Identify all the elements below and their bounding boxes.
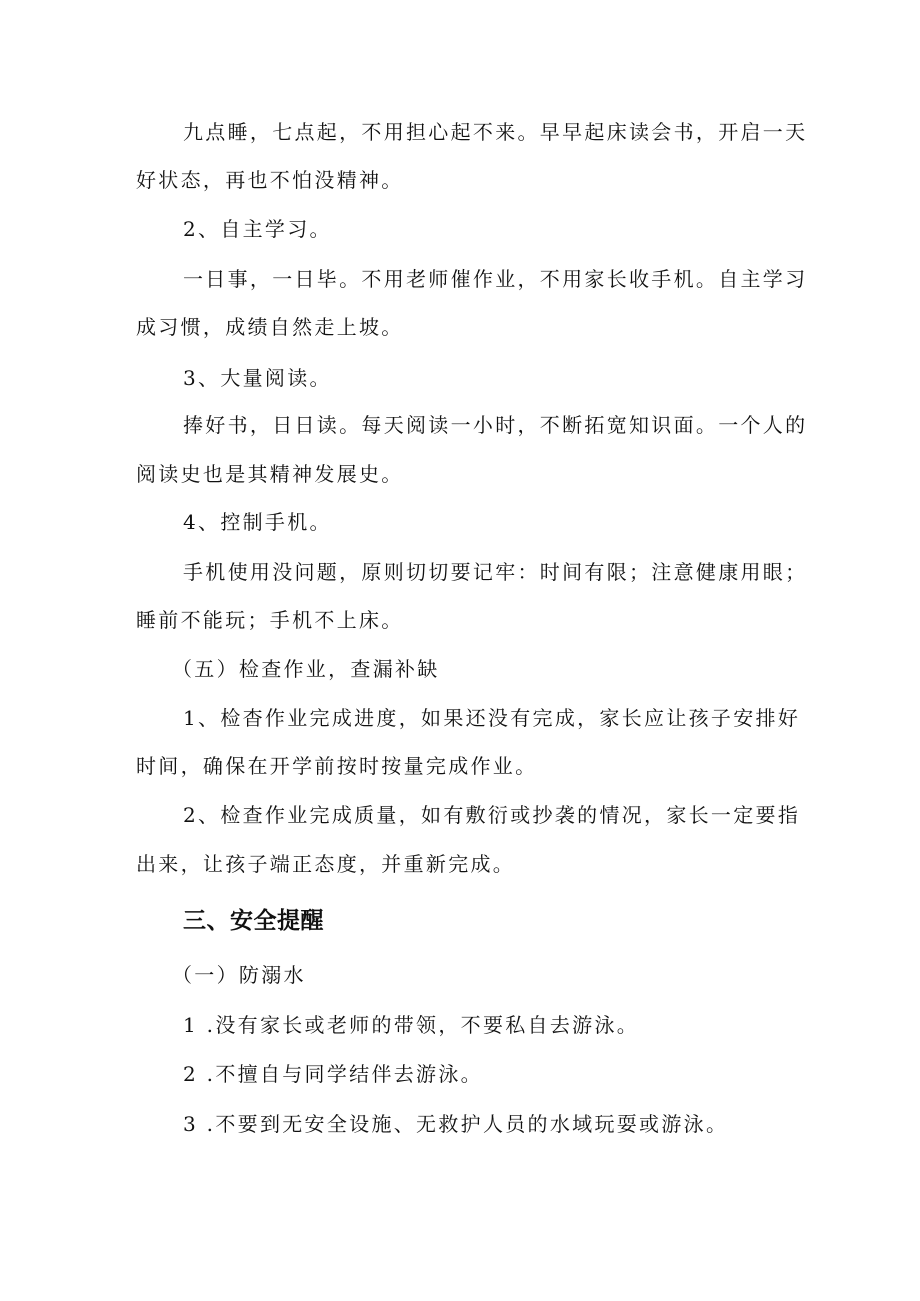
list-item: 2 .不擅自与同学结伴去游泳。	[183, 1062, 483, 1086]
paragraph-line: 好状态，再也不怕没精神。	[136, 168, 404, 192]
paragraph-line: 出来，让孩子端正态度，并重新完成。	[136, 852, 516, 876]
section-heading: 三、安全提醒	[183, 908, 324, 934]
list-item: 1 .没有家长或老师的带领，不要私自去游泳。	[183, 1013, 640, 1037]
paragraph-line: 捧好书，日日读。每天阅读一小时，不断拓宽知识面。一个人的	[183, 413, 808, 437]
paragraph-line: 成习惯，成绩自然走上坡。	[136, 315, 404, 339]
paragraph-line: 手机使用没问题，原则切切要记牢：时间有限；注意健康用眼；	[183, 560, 808, 584]
paragraph-line: 阅读史也是其精神发展史。	[136, 462, 404, 486]
list-heading: 2、自主学习。	[183, 217, 332, 241]
list-item: 3 .不要到无安全设施、无救护人员的水域玩耍或游泳。	[183, 1112, 729, 1136]
paragraph-line: 时间，确保在开学前按时按量完成作业。	[136, 754, 538, 778]
paragraph-line: 2、检查作业完成质量，如有敷衍或抄袭的情况，家长一定要指	[183, 803, 801, 827]
paragraph-line: 一日事，一日毕。不用老师催作业，不用家长收手机。自主学习	[183, 267, 808, 291]
paragraph-line: 九点睡，七点起，不用担心起不来。早早起床读会书，开启一天	[183, 120, 808, 144]
paragraph-line: 1、检杳作业完成进度，如果还没有完成，家长应让孩子安排好	[183, 706, 801, 730]
list-heading: 3、大量阅读。	[183, 366, 332, 390]
list-heading: 4、控制手机。	[183, 510, 332, 534]
subsection-heading: （五）检查作业，查漏补缺	[172, 657, 440, 681]
subsection-heading: （一）防溺水	[172, 963, 306, 987]
paragraph-line: 睡前不能玩；手机不上床。	[136, 608, 404, 632]
